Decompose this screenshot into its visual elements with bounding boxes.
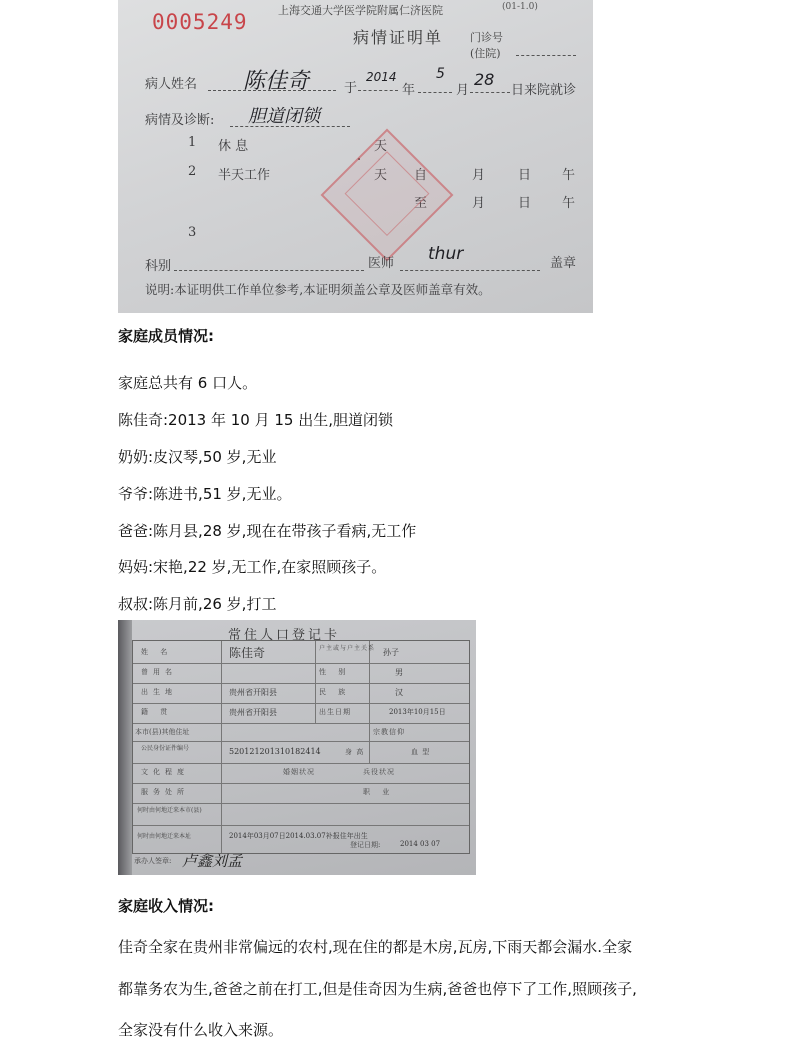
to-month: 月: [472, 196, 486, 211]
patient-name: 陈佳奇: [243, 69, 310, 94]
item-2-number: 2: [188, 164, 197, 179]
medical-certificate-photo: [118, 0, 593, 313]
year-line: [358, 90, 398, 91]
grid-rule: [133, 783, 469, 784]
item-3-number: 3: [188, 225, 197, 240]
birthdate-value: 2013年10月15日: [389, 708, 446, 716]
origin-value: 贵州省开阳县: [229, 708, 277, 717]
moved-city-label: 何时由何地迁来本市(县): [137, 807, 202, 814]
member-line: 陈佳奇:2013 年 10 月 15 出生,胆道闭锁: [118, 411, 394, 429]
item-2-days: 天: [374, 168, 388, 183]
grid-rule: [133, 683, 469, 684]
certificate-note: 说明:本证明供工作单位参考,本证明须盖公章及医师盖章有效。: [145, 282, 491, 297]
sex-label: 性 别: [319, 668, 351, 676]
member-line: 爷爷:陈进书,51 岁,无业。: [118, 485, 292, 503]
diagnosis-label: 病情及诊断:: [145, 113, 215, 128]
id-label: 公民身份证件编号: [141, 745, 190, 752]
certificate-title: 病情证明单: [353, 28, 444, 47]
to-noon: 午: [562, 196, 576, 211]
name-value: 陈佳奇: [229, 646, 266, 660]
from-noon: 午: [562, 168, 576, 183]
sex-value: 男: [395, 668, 403, 677]
clinic-number-line: [516, 55, 576, 56]
certificate-serial: 0005249: [152, 10, 248, 34]
doctor-signature: thur: [428, 244, 464, 264]
blood-label: 血 型: [411, 748, 431, 756]
doctor-line: [400, 270, 540, 271]
grid-rule: [133, 825, 469, 826]
doctor-label: 医师: [368, 256, 395, 271]
origin-label: 籍 贯: [141, 708, 173, 716]
birthplace-value: 贵州省开阳县: [229, 688, 277, 697]
ethnic-label: 民 族: [319, 688, 351, 696]
address-label: 本市(县)其他住址: [135, 728, 190, 736]
income-heading: 家庭收入情况:: [118, 897, 214, 915]
relation-label: 户主或与户主关系: [319, 645, 376, 652]
family-heading: 家庭成员情况:: [118, 327, 214, 345]
grid-rule: [133, 723, 469, 724]
day-line: [470, 92, 510, 93]
registration-title: 常住人口登记卡: [228, 628, 341, 643]
seal-label: 盖章: [550, 256, 577, 271]
item-1-rest: 休 息: [218, 139, 249, 154]
education-label: 文化程度: [141, 768, 189, 776]
grid-rule: [133, 803, 469, 804]
income-line: 都靠务农为生,爸爸之前在打工,但是佳奇因为生病,爸爸也停下了工作,照顾孩子,: [118, 980, 637, 998]
job-label: 职 业: [363, 788, 395, 796]
birthplace-label: 出生地: [141, 688, 177, 696]
member-line: 爸爸:陈月县,28 岁,现在在带孩子看病,无工作: [118, 522, 417, 540]
clerk-signature: 卢鑫刘孟: [182, 852, 243, 870]
patient-label: 病人姓名: [145, 77, 198, 92]
household-registration-photo: [118, 620, 476, 875]
income-line: 佳奇全家在贵州非常偏远的农村,现在住的都是木房,瓦房,下雨天都会漏水.全家: [118, 938, 633, 956]
workplace-label: 服务处所: [141, 788, 189, 796]
year-label: 年: [402, 83, 416, 98]
grid-rule: [133, 763, 469, 764]
from-month: 月: [472, 168, 486, 183]
moved-value: 2014年03月07日2014.03.07补报住年出生: [229, 832, 368, 840]
former-name-label: 曾用名: [141, 668, 177, 676]
item-2-half-day: 半天工作: [218, 168, 271, 183]
visit-month: 5: [436, 66, 445, 82]
visit-day: 28: [474, 70, 495, 89]
to-day: 日: [518, 196, 532, 211]
member-line: 叔叔:陈月前,26 岁,打工: [118, 595, 277, 613]
moved-address-label: 何时由何地迁来本址: [137, 833, 192, 840]
photo-shadow: [118, 620, 132, 875]
grid-rule: [221, 641, 222, 853]
date-at: 于: [344, 81, 358, 96]
relation-value: 孙子: [383, 648, 399, 657]
family-total: 家庭总共有 6 口人。: [118, 374, 258, 392]
department-label: 科别: [145, 259, 172, 274]
grid-rule: [133, 663, 469, 664]
hospital-seal-inner: [345, 151, 430, 236]
clerk-label: 承办人签章:: [134, 857, 172, 865]
grid-rule: [315, 641, 316, 723]
grid-rule: [369, 641, 370, 763]
month-label: 月: [456, 83, 470, 98]
clinic-number-label: 门诊号: [470, 31, 503, 44]
income-line: 全家没有什么收入来源。: [118, 1021, 284, 1039]
department-line: [174, 270, 364, 271]
member-line: 妈妈:宋艳,22 岁,无工作,在家照顾孩子。: [118, 558, 387, 576]
from-label: 自: [414, 168, 428, 183]
diagnosis-value: 胆道闭锁: [248, 106, 320, 127]
hospital-seal-stamp: [321, 129, 454, 262]
to-label: 至: [414, 196, 428, 211]
ethnic-value: 汉: [395, 688, 403, 697]
name-label: 姓 名: [141, 648, 173, 656]
inpatient-label: (住院): [470, 47, 501, 60]
day-suffix: 日来院就诊: [511, 83, 577, 98]
diagnosis-line: [230, 126, 350, 127]
form-code: (01-1.0): [502, 2, 538, 12]
military-label: 兵役状况: [363, 768, 395, 776]
id-value: 520121201310182414: [229, 747, 321, 756]
member-line: 奶奶:皮汉琴,50 岁,无业: [118, 448, 277, 466]
from-day: 日: [518, 168, 532, 183]
month-line: [418, 92, 452, 93]
item-1-days: 天: [374, 139, 388, 154]
grid-rule: [133, 703, 469, 704]
visit-year: 2014: [366, 70, 397, 84]
religion-label: 宗教信仰: [373, 728, 405, 736]
hospital-name: 上海交通大学医学院附属仁济医院: [278, 4, 443, 17]
birthdate-label: 出生日期: [319, 708, 351, 716]
marriage-label: 婚姻状况: [283, 768, 315, 776]
registration-date-value: 2014 03 07: [400, 840, 441, 848]
height-label: 身 高: [345, 748, 365, 756]
registration-date-label: 登记日期:: [350, 841, 381, 849]
item-1-number: 1: [188, 135, 197, 150]
registration-grid: [132, 640, 470, 854]
grid-rule: [133, 741, 469, 742]
